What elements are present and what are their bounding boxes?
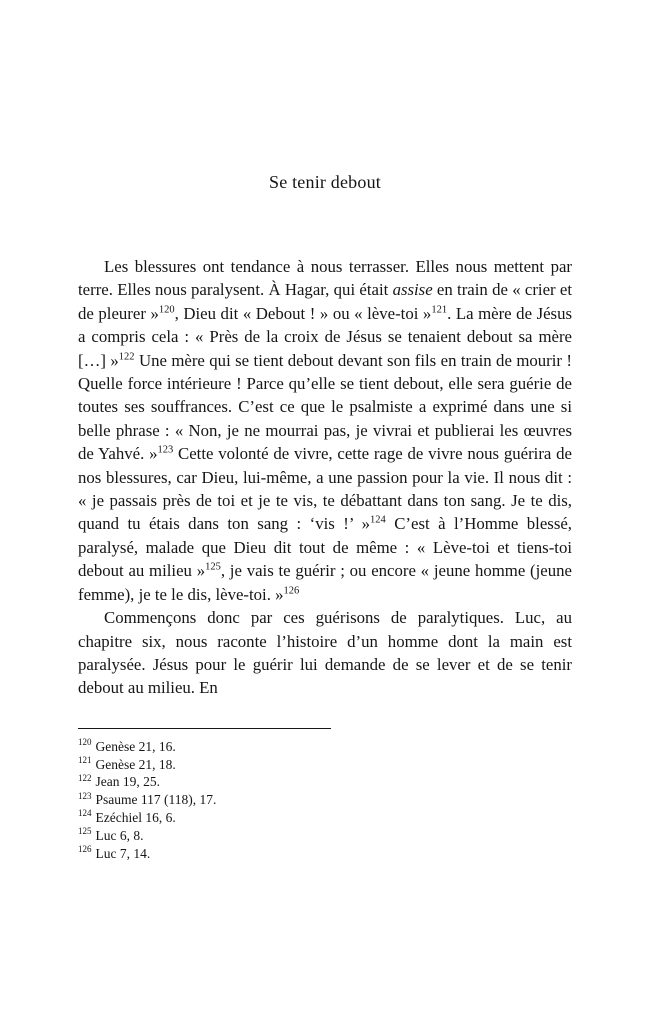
text-run: . La mère de Jésus a compris cela : « Près de la croix de Jésus se tenaient debout sa mère […] » <box>78 303 573 370</box>
footnote-text: Psaume 117 (118), 17. <box>95 792 217 808</box>
text-run: en train de « crier et de pleurer » <box>78 280 573 323</box>
footnote <box>78 845 572 863</box>
footnote-number: 126 <box>78 844 92 854</box>
footnote-text: Jean 19, 25. <box>95 774 160 790</box>
footnote-ref: 126 <box>283 585 300 597</box>
footnote-ref: 123 <box>157 444 174 456</box>
text-run: C’est à l’Homme blessé, paralysé, malade que Dieu dit tout de même : « Lève-toi et tiens-toi debout au milieu » <box>78 514 572 581</box>
footnote-ref: 120 <box>158 304 175 316</box>
text-run: , je vais te guérir ; ou encore « jeune homme (jeune femme), je te le dis, lève-toi. » <box>78 561 572 604</box>
paragraph-1 <box>78 255 572 606</box>
text-run: Une mère qui se tient debout devant son fils en train de mourir ! Quelle force intérieure ! Parce qu’elle se tient debout, elle sera guérie de toutes ses souffrances. C’est ce que le psalmiste a exprimé dans une si belle phrase : « Non, je ne mourrai pas, je vivrai et publierai les œuvres de Yahvé. » <box>78 350 572 464</box>
footnote-number: 124 <box>78 808 92 819</box>
footnote-text: Luc 7, 14. <box>95 845 151 861</box>
footnote-ref: 122 <box>118 351 135 363</box>
footnote-number: 123 <box>78 790 92 801</box>
footnote-number: 125 <box>78 826 92 837</box>
footnote-number: 122 <box>78 772 92 783</box>
footnote <box>78 791 572 809</box>
footnote-number: 121 <box>78 755 92 766</box>
paragraph-2 <box>78 606 572 700</box>
text-run: Commençons donc par ces guérisons de paralytiques. Luc, au chapitre six, nous raconte l’histoire d’un homme dont la main est paralysée. Jésus pour le guérir lui demande de se lever et de se tenir debout au milieu. En <box>78 608 572 698</box>
footnote-text: Genèse 21, 16. <box>95 738 176 754</box>
page-title: Se tenir debout <box>269 172 381 192</box>
page-content <box>78 0 572 1036</box>
footnote <box>78 773 572 791</box>
footnote-ref: 125 <box>205 561 221 573</box>
footnote-text: Ezéchiel 16, 6. <box>95 809 176 825</box>
footnote-ref: 124 <box>370 514 386 526</box>
text-run: , Dieu dit « Debout ! » ou « lève-toi » <box>174 303 432 323</box>
text-run: Cette volonté de vivre, cette rage de vivre nous guérira de nos blessures, car Dieu, lui-même, a une passion pour la vie. Il nous dit : « je passais près de toi et je te vis, te débattant dans ton sang. Je te dis, quand tu étais dans ton sang : ‘vis !’ » <box>78 444 572 534</box>
footnote-separator <box>78 728 331 729</box>
footnote <box>78 809 572 827</box>
footnote-number: 120 <box>78 737 92 748</box>
footnote-ref: 121 <box>431 304 448 316</box>
footnote-text: Genèse 21, 18. <box>95 756 176 772</box>
footnote-text: Luc 6, 8. <box>95 827 144 843</box>
footnotes-section <box>78 728 572 863</box>
footnote <box>78 756 572 774</box>
footnote <box>78 738 572 756</box>
footnote <box>78 827 572 845</box>
text-run: Les blessures ont tendance à nous terrasser. Elles nous mettent par terre. Elles nous paralysent. À Hagar, qui était <box>78 257 572 300</box>
emphasized-text: assise <box>392 280 433 300</box>
